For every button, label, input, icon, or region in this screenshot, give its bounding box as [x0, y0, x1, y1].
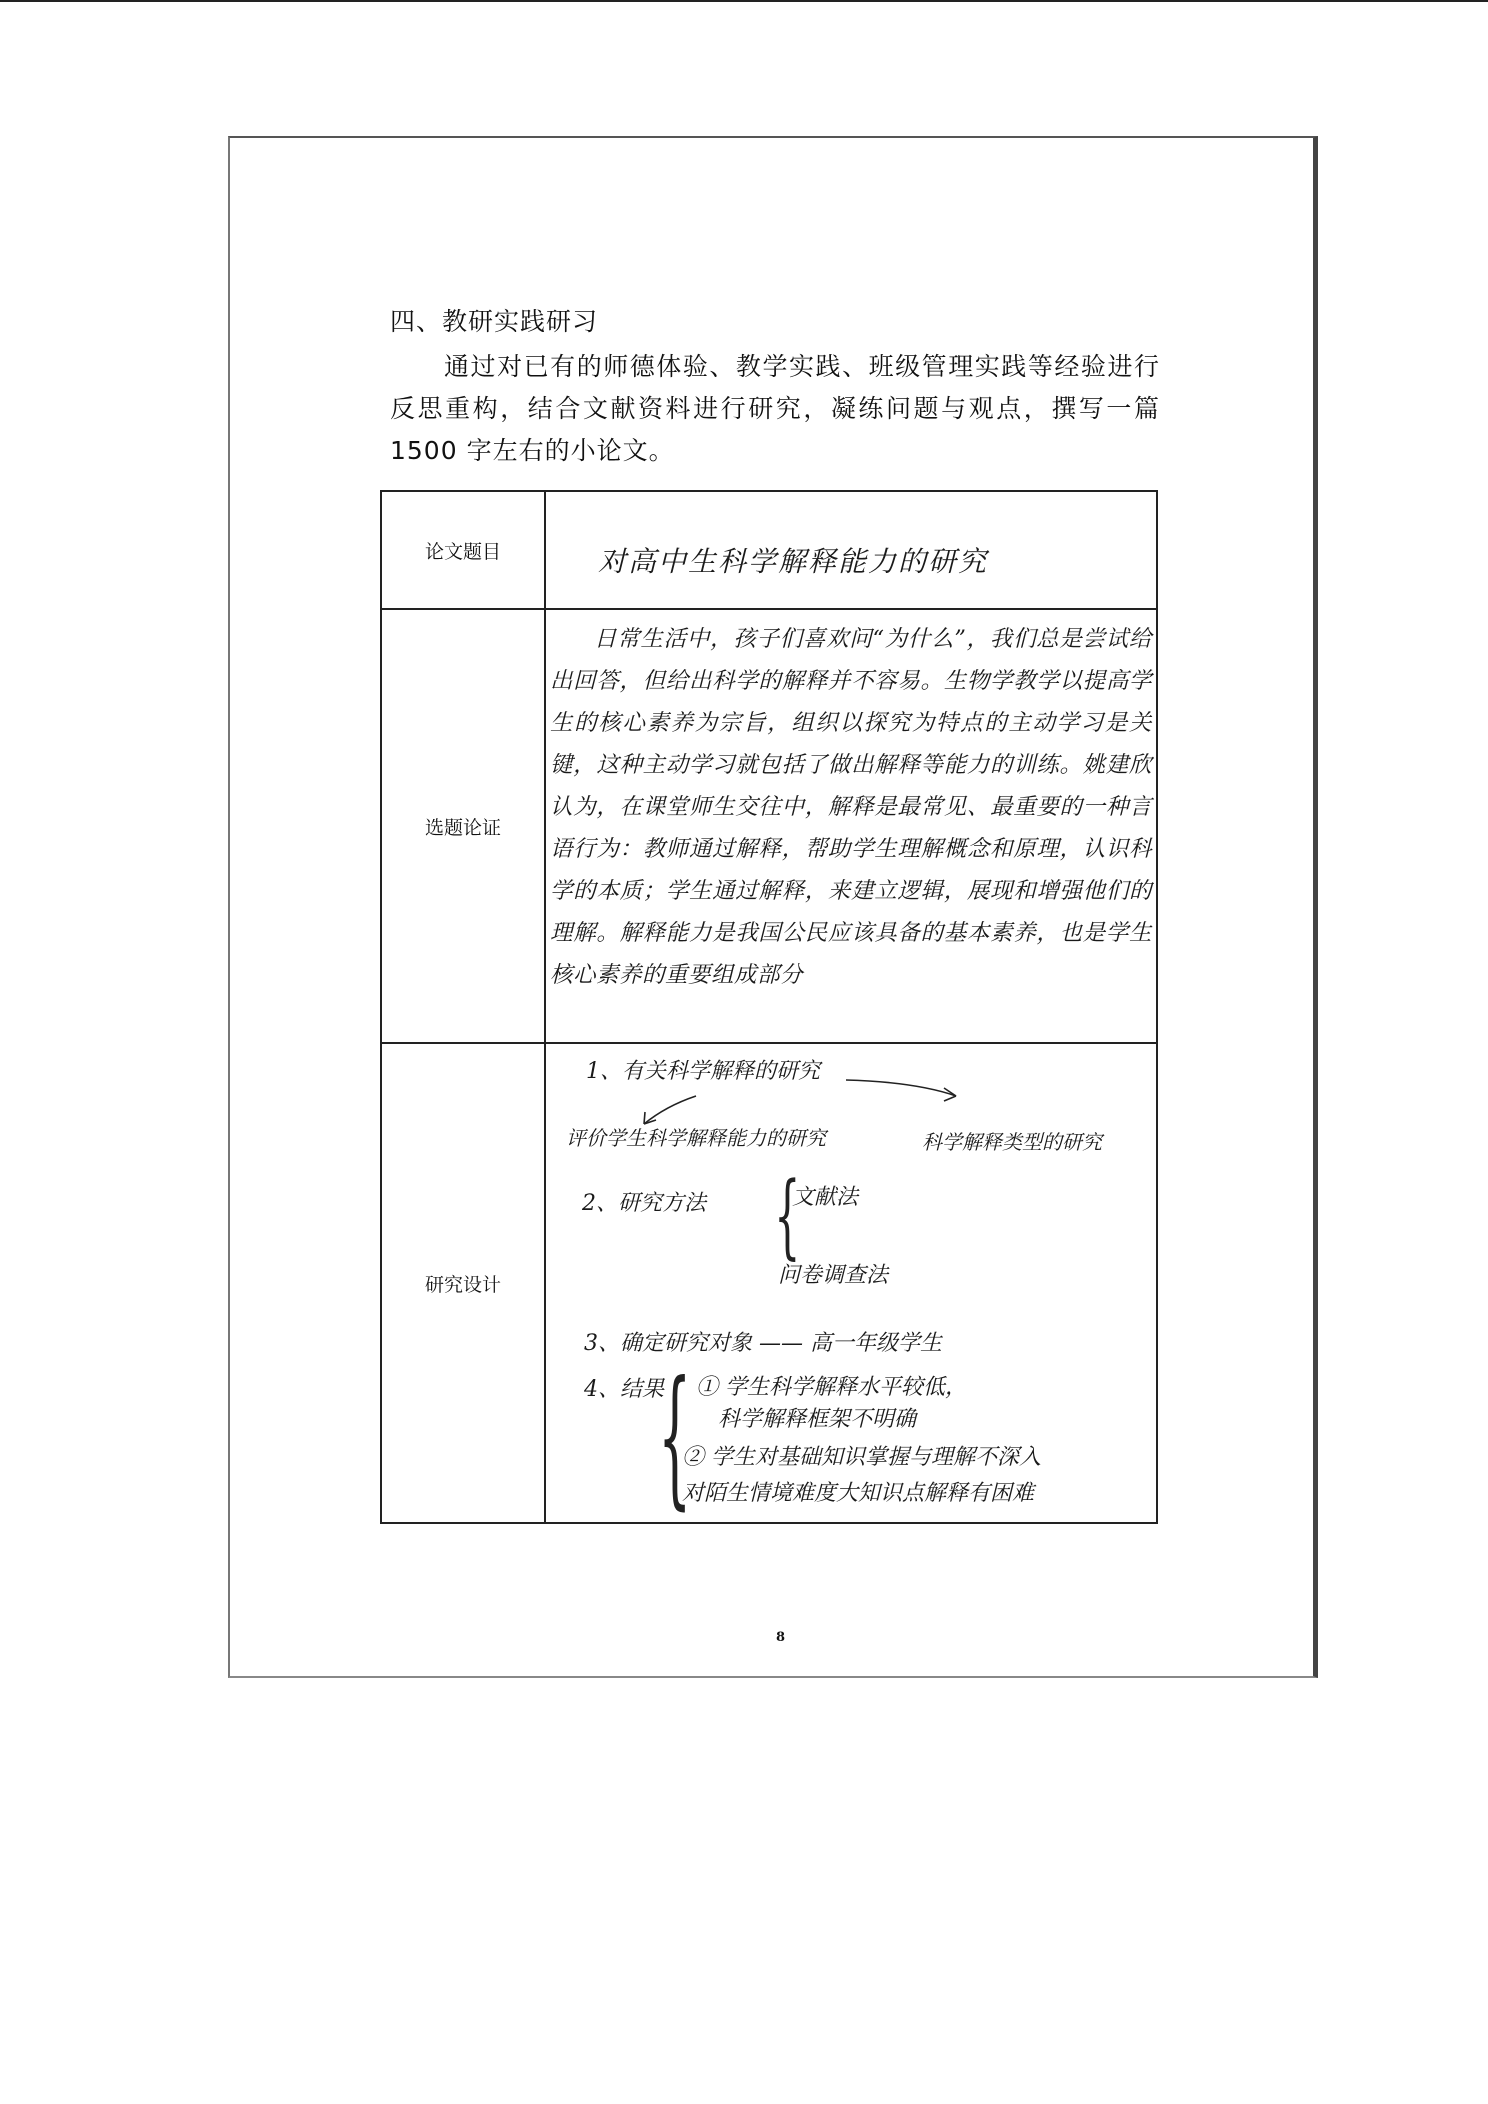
design-item-1: 1、有关科学解释的研究	[586, 1059, 820, 1084]
design-method-1: 文献法	[792, 1185, 859, 1210]
arrow-left	[644, 1096, 696, 1124]
argument-text: 日常生活中，孩子们喜欢问“为什么”，我们总是尝试给出回答，但给出科学的解释并不容易。生物学教学以提高学生的核心素养为宗旨，组织以探究为特点的主动学习是关键，这种主动学习就包括了做出解释等能力的训练。姚建欣认为，在课堂师生交往中，解释是最常见、最重要的一种言语行为：教师通过解释，帮助学生理解概念和原理，认识科学的本质；学生通过解释，来建立逻辑，展现和增强他们的理解。解释能力是我国公民应该具备的基本素养，也是学生核心素养的重要组成部分	[550, 626, 1152, 988]
design-cell	[545, 1043, 1157, 1523]
section-heading: 四、教研实践研习	[390, 307, 599, 336]
design-label: 研究设计	[381, 1043, 545, 1523]
arrow-right	[846, 1080, 956, 1096]
design-item-1-left: 评价学生科学解释能力的研究	[566, 1126, 826, 1150]
design-result-2-line-2: 对陌生情境难度大知识点解释有困难	[682, 1481, 1035, 1506]
section-intro: 通过对已有的师德体验、教学实践、班级管理实践等经验进行反思重构，结合文献资料进行研究，凝练问题与观点，撰写一篇 1500 字左右的小论文。	[390, 352, 1160, 465]
argument-cell	[545, 609, 1157, 1043]
design-item-2: 2、研究方法	[582, 1191, 706, 1216]
design-row	[381, 1043, 1157, 1523]
results-brace: {	[658, 1350, 692, 1524]
design-result-1-line-2: 科学解释框架不明确	[718, 1407, 917, 1432]
design-item-4: 4、结果	[584, 1377, 664, 1402]
methods-brace: {	[774, 1162, 801, 1269]
paper-form-table	[380, 490, 1158, 1524]
title-label: 论文题目	[381, 491, 545, 609]
argument-row	[381, 609, 1157, 1043]
design-method-2: 问卷调查法	[778, 1263, 889, 1288]
title-cell	[545, 491, 1157, 609]
paper-title: 对高中生科学解释能力的研究	[598, 545, 989, 578]
argument-label: 选题论证	[381, 609, 545, 1043]
design-item-3: 3、确定研究对象 —— 高一年级学生	[584, 1331, 942, 1356]
design-item-1-right: 科学解释类型的研究	[922, 1130, 1102, 1154]
title-row	[381, 491, 1157, 609]
design-result-2-line-1: ② 学生对基础知识掌握与理解不深入	[682, 1445, 1041, 1470]
scan-edge	[0, 0, 1488, 2]
page-number: 8	[776, 1630, 786, 1645]
design-result-1-line-1: ① 学生科学解释水平较低，	[696, 1375, 967, 1400]
